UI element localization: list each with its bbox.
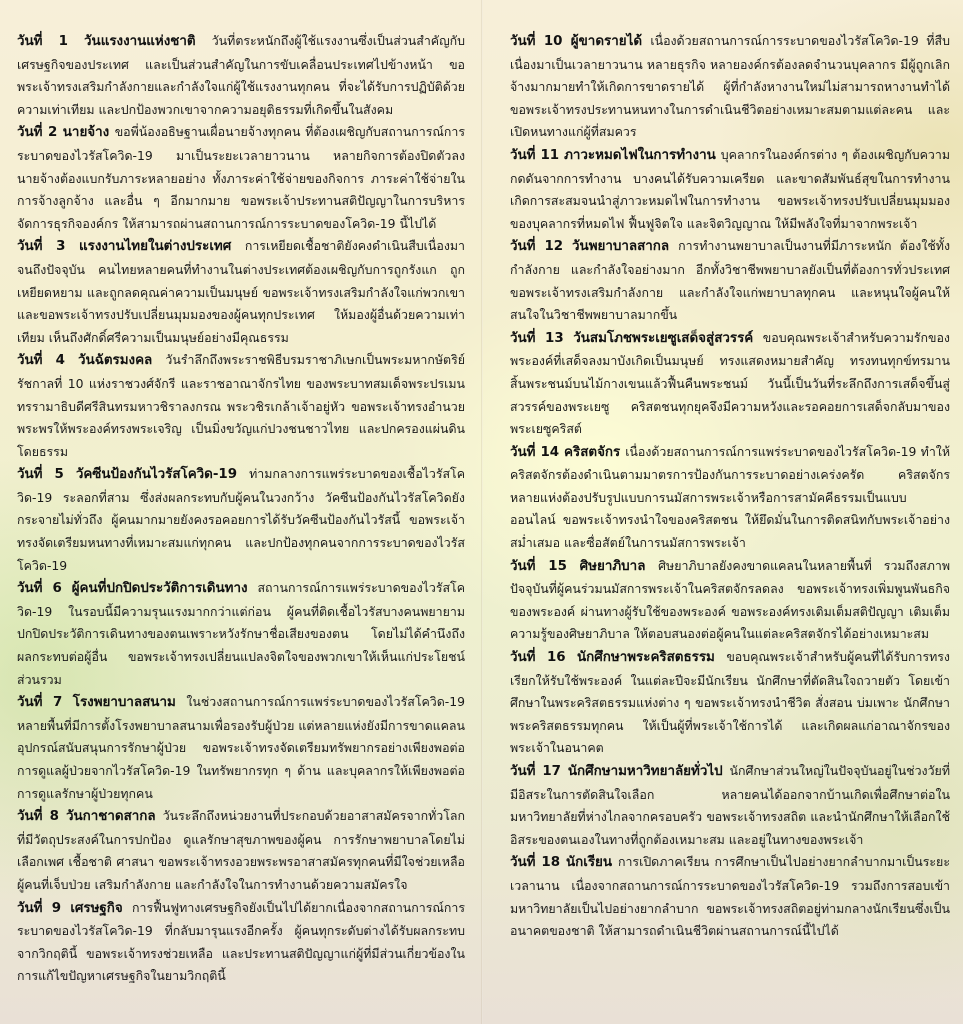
page-fold-divider	[481, 0, 483, 1024]
prayer-entry	[510, 760, 950, 851]
prayer-entry	[17, 897, 465, 988]
entry-body: นักศึกษาส่วนใหญ่ในปัจจุบันอยู่ในช่วงวัยที่มีอิสระในการตัดสินใจเลือก หลายคนได้ออกจากบ้านเกิดเพื่อศึกษาต่อในมหาวิทยาลัยที่ห่างไกลจากครอบครัว ขอพระเจ้าทรงสถิต และนำนักศึกษาให้เลือกใช้อิสระของตนเองในทางที่ถูกต้องเหมาะสม และอยู่ในทางของพระเจ้า	[510, 763, 950, 847]
entry-title: วันที่ 2 นายจ้าง	[17, 125, 110, 141]
entry-body: วันที่ตระหนักถึงผู้ใช้แรงงานซึ่งเป็นส่วนสำคัญกับเศรษฐกิจของประเทศ และเป็นส่วนสำคัญในการขับเคลื่อนประเทศไปข้างหน้า ขอพระเจ้าทรงเสริมกำลังกายและกำลังใจแก่ผู้ใช้แรงงานทุกคน ที่จะได้รับการปฏิบัติด้วยความเท่าเทียม และปกป้องพวกเขาจากความอยุติธรรมที่เกิดขึ้นในสังคม	[17, 33, 466, 117]
prayer-entry	[510, 646, 950, 760]
prayer-entry	[510, 235, 950, 326]
entry-body: การทำงานพยาบาลเป็นงานที่มีภาระหนัก ต้องใช้ทั้งกำลังกาย และกำลังใจอย่างมาก อีกทั้งวิชาชีพพยาบาลยังเป็นที่ต้องการทั่วประเทศ ขอพระเจ้าทรงเสริมกำลังกาย และกำลังใจแก่พยาบาลทุกคน และหนุนใจผู้คนให้สนใจในวิชาชีพพยาบาลมากขึ้น	[510, 238, 950, 323]
prayer-entry	[17, 30, 465, 121]
prayer-entry	[17, 121, 465, 235]
entry-title: วันที่ 4 วันฉัตรมงคล	[17, 353, 153, 369]
entry-title: วันที่ 13 วันสมโภชพระเยซูเสด็จสู่สวรรค์	[510, 330, 754, 346]
entry-title: วันที่ 11 ภาวะหมดไฟในการทำงาน	[510, 147, 716, 163]
entry-title: วันที่ 15 ศิษยาภิบาล	[510, 558, 646, 574]
right-column	[510, 30, 950, 943]
prayer-entry	[510, 30, 950, 144]
entry-body: ในช่วงสถานการณ์การแพร่ระบาดของไวรัสโควิด-19 หลายพื้นที่มีการตั้งโรงพยาบาลสนามเพื่อรองรับผู้ป่วย แต่หลายแห่งยังมีการขาดแคลนอุปกรณ์สนับสนุนการรักษาผู้ป่วย ขอพระเจ้าทรงจัดเตรียมทรัพยากรอย่างเพียงพอต่อการดูแลผู้ป่วยจากไวรัสโควิด-19 ในทรัพยากรทุก ๆ ด้าน และบุคลากรให้เพียงพอต่อการดูแลรักษาผู้ป่วยทุกคน	[17, 694, 466, 801]
entry-body: ขอบคุณพระเจ้าสำหรับความรักของพระองค์ที่เสด็จลงมาบังเกิดเป็นมนุษย์ ทรงแสดงหมายสำคัญ ทรงทนทุกข์ทรมานสิ้นพระชนม์บนไม้กางเขนแล้วฟื้นคืนพระชนม์ วันนี้เป็นวันที่ระลึกถึงการเสด็จขึ้นสู่สวรรค์ของพระเยซู คริสตชนทุกยุคจึงมีความหวังและรอคอยการเสด็จกลับมาของพระเยซูคริสต์	[510, 329, 950, 437]
prayer-entry	[17, 691, 465, 805]
entry-body: การฟื้นฟูทางเศรษฐกิจยังเป็นไปได้ยากเนื่องจากสถานการณ์การระบาดของไวรัสโควิด-19 ที่กลับมารุนแรงอีกครั้ง ผู้คนทุกระดับต่างได้รับผลกระทบจากวิกฤตินี้ ขอพระเจ้าทรงช่วยเหลือ และประทานสติปัญญาแก่ผู้ที่มีส่วนเกี่ยวข้องในการแก้ไขปัญหาเศรษฐกิจในยามวิกฤตินี้	[17, 899, 465, 984]
entry-body: เนื่องด้วยสถานการณ์การแพร่ระบาดของไวรัสโควิด-19 ทำให้คริสตจักรต้องดำเนินตามมาตรการป้องกันการระบาดอย่างเคร่งครัด คริสตจักรหลายแห่งต้องปรับรูปแบบการนมัสการพระเจ้าหรือการสามัคคีธรรมเป็นแบบออนไลน์ ขอพระเจ้าทรงนำใจของคริสตชน ให้ยึดมั่นในการติดสนิทกับพระเจ้าอย่างสม่ำเสมอ และซื่อสัตย์ในการนมัสการพระเจ้า	[510, 443, 950, 551]
prayer-entry	[510, 851, 950, 942]
entry-body: วันระลึกถึงหน่วยงานที่ประกอบด้วยอาสาสมัครจากทั่วโลกที่มีวัตถุประสงค์ในการปกป้อง ดูแลรักษาสุขภาพของผู้คน การรักษาพยาบาลโดยไม่เลือกเพศ เชื้อชาติ ศาสนา ขอพระเจ้าทรงอวยพระพรอาสาสมัครทุกคนที่มีใจช่วยเหลือผู้คนที่เจ็บป่วย เสริมกำลังกาย และกำลังใจในการทำงานด้วยความสมัครใจ	[17, 808, 466, 892]
entry-title: วันที่ 18 นักเรียน	[510, 855, 613, 871]
prayer-entry	[17, 349, 465, 463]
entry-title: วันที่ 3 แรงงานไทยในต่างประเทศ	[17, 239, 232, 255]
prayer-entry	[510, 144, 950, 235]
prayer-entry	[510, 555, 950, 646]
prayer-entry	[17, 577, 465, 691]
entry-title: วันที่ 7 โรงพยาบาลสนาม	[17, 695, 176, 711]
entry-body: การเหยียดเชื้อชาติยังคงดำเนินสืบเนื่องมาจนถึงปัจจุบัน คนไทยหลายคนที่ทำงานในต่างประเทศต้องเผชิญกับการถูกรังแก ถูกเหยียดหยาม และถูกลดคุณค่าความเป็นมนุษย์ ขอพระเจ้าทรงเสริมกำลังใจแก่พวกเขา และขอพระเจ้าทรงปรับเปลี่ยนมุมมองของผู้คนทุกประเทศ ให้มองผู้อื่นด้วยความเท่าเทียม เห็นถึงศักดิ์ศรีความเป็นมนุษย์อย่างมีคุณธรรม	[17, 238, 466, 345]
entry-body: ขอพี่น้องอธิษฐานเผื่อนายจ้างทุกคน ที่ต้องเผชิญกับสถานการณ์การระบาดของไวรัสโควิด-19 มาเป็นระยะเวลายาวนาน หลายกิจการต้องปิดตัวลง นายจ้างต้องแบกรับภาระหลายอย่าง ทั้งภาระค่าใช้จ่ายของกิจการ ภาระค่าใช้จ่ายในการจ้างลูกจ้าง และอื่น ๆ อีกมากมาย ขอพระเจ้าประทานสติปัญญาในการบริหารจัดการธุรกิจองค์กร ให้สามารถผ่านสถานการณ์การระบาดของโควิด-19 นี้ไปได้	[17, 124, 465, 231]
entry-body: วันรำลึกถึงพระราชพิธีบรมราชาภิเษกเป็นพระมหากษัตริย์รัชกาลที่ 10 แห่งราชวงศ์จักรี และราชอาณาจักรไทย ของพระบาทสมเด็จพระปรเมนทรรามาธิบดีศรีสินทรมหาวชิราลงกรณ พระวชิรเกล้าเจ้าอยู่หัว ขอพระเจ้าทรงอำนวยพระพรให้พระองค์ทรงพระเจริญ เป็นมิ่งขวัญแก่ปวงชนชาวไทย และปกครองแผ่นดินโดยธรรม	[17, 352, 465, 459]
entry-title: วันที่ 6 ผู้คนที่ปกปิดประวัติการเดินทาง	[17, 581, 248, 597]
entry-body: เนื่องด้วยสถานการณ์การระบาดของไวรัสโควิด-19 ที่สืบเนื่องมาเป็นเวลายาวนาน หลายธุรกิจ หลายองค์กรต้องลดจำนวนบุคลากร มีผู้ถูกเลิกจ้างมากมายทำให้เกิดการขาดรายได้ ผู้ที่กำลังหางานใหม่ไม่สามารถหางานทำได้ ขอพระเจ้าทรงประทานหนทางในการดำเนินชีวิตอย่างเหมาะสมตามแต่ละคน และเปิดหนทางแก่ผู้ที่สมควร	[510, 33, 950, 140]
entry-title: วันที่ 5 วัคซีนป้องกันไวรัสโควิด-19	[17, 467, 238, 483]
entry-body: การเปิดภาคเรียน การศึกษาเป็นไปอย่างยากลำบากมาเป็นระยะเวลานาน เนื่องจากสถานการณ์การระบาดของไวรัสโควิด-19 รวมถึงการสอบเข้ามหาวิทยาลัยเป็นไปอย่างยากลำบาก ขอพระเจ้าทรงสถิตอยู่ท่ามกลางนักเรียนซึ่งเป็นอนาคตของชาติ ให้สามารถดำเนินชีวิตผ่านสถานการณ์นี้ไปได้	[510, 854, 950, 939]
prayer-entry	[510, 327, 950, 441]
entry-title: วันที่ 14 คริสตจักร	[510, 444, 621, 460]
entry-title: วันที่ 10 ผู้ขาดรายได้	[510, 34, 643, 49]
entry-body: สถานการณ์การแพร่ระบาดของไวรัสโควิด-19 ในรอบนี้มีความรุนแรงมากกว่าแต่ก่อน ผู้คนที่ติดเชื้อไวรัสบางคนพยายามปกปิดประวัติการเดินทางของตนเพราะหวังรักษาชื่อเสียงของตน โดยไม่ได้คำนึงถึงผลกระทบต่อผู้อื่น ขอพระเจ้าทรงเปลี่ยนแปลงจิตใจของพวกเขาให้เห็นแก่ประโยชน์ส่วนรวม	[17, 580, 465, 687]
prayer-entry	[17, 805, 465, 896]
entry-body: ขอบคุณพระเจ้าสำหรับผู้คนที่ได้รับการทรงเรียกให้รับใช้พระองค์ ในแต่ละปีจะมีนักเรียน นักศึกษาที่ตัดสินใจถวายตัว โดยเข้าศึกษาในพระคริสตธรรมแห่งต่าง ๆ ขอพระเจ้าทรงนำชีวิต สั่งสอน บ่มเพาะ นักศึกษาพระคริสตธรรมทุกคน ให้เป็นผู้ที่พระเจ้าใช้การได้ และเกิดผลแก่อาณาจักรของพระเจ้าในอนาคต	[510, 649, 950, 756]
entry-title: วันที่ 17 นักศึกษามหาวิทยาลัยทั่วไป	[510, 764, 723, 779]
entry-body: ท่ามกลางการแพร่ระบาดของเชื้อไวรัสโควิด-19 ระลอกที่สาม ซึ่งส่งผลกระทบกับผู้คนในวงกว้าง วัคซีนป้องกันไวรัสโควิดยังกระจายไม่ทั่วถึง ผู้คนมากมายยังคงรอคอยการได้รับวัคซีนป้องกันไวรัสนี้ ขอพระเจ้าทรงจัดเตรียมหนทางที่เหมาะสมแก่ทุกคน และปกป้องทุกคนจากการระบาดของไวรัสโควิด-19	[17, 466, 465, 573]
entry-body: บุคลากรในองค์กรต่าง ๆ ต้องเผชิญกับความกดดันจากการทำงาน บางคนได้รับความเครียด และขาดสัมพันธ์สุขในการทำงาน เกิดการสะสมจนนำสู่ภาวะหมดไฟในการทำงาน ขอพระเจ้าทรงปรับเปลี่ยนมุมมองของบุคลากรที่หมดไฟ ฟื้นฟูจิตใจ และจิตวิญญาณ ให้มีพลังใจที่มาจากพระเจ้า	[510, 146, 950, 231]
prayer-entry	[17, 463, 465, 577]
entry-title: วันที่ 8 วันกาชาดสากล	[17, 809, 156, 825]
entry-title: วันที่ 1 วันแรงงานแห่งชาติ	[17, 34, 196, 49]
entry-title: วันที่ 16 นักศึกษาพระคริสตธรรม	[510, 650, 715, 666]
entry-title: วันที่ 12 วันพยาบาลสากล	[510, 239, 670, 255]
entry-title: วันที่ 9 เศรษฐกิจ	[17, 900, 123, 916]
prayer-entry	[510, 441, 950, 555]
left-column	[17, 30, 465, 988]
prayer-entry	[17, 235, 465, 349]
entry-body: ศิษยาภิบาลยังคงขาดแคลนในหลายพื้นที่ รวมถึงสภาพปัจจุบันที่ผู้คนร่วมนมัสการพระเจ้าในคริสตจักรลดลง ขอพระเจ้าทรงเพิ่มพูนพันธกิจของพระองค์ ผ่านทางผู้รับใช้ของพระองค์ ขอพระองค์ทรงเติมเต็มสติปัญญา เติมเต็มความรู้ของศิษยาภิบาล ให้ตอบสนองต่อผู้คนในแต่ละคริสตจักรได้อย่างเหมาะสม	[510, 557, 950, 642]
